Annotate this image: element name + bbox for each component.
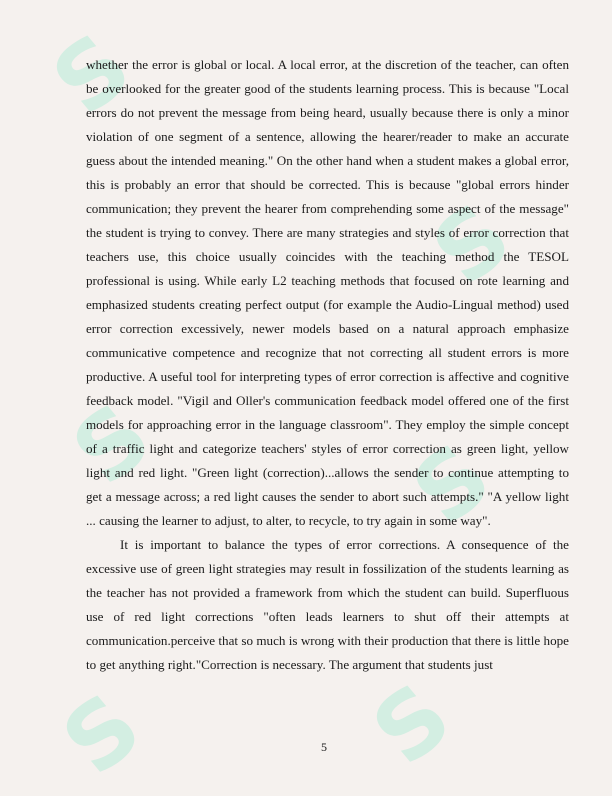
page-number: 5 — [321, 740, 327, 754]
watermark-glyph: S — [393, 423, 511, 546]
watermark-glyph: S — [53, 383, 171, 506]
paragraph-2: It is important to balance the types of error corrections. A consequence of the excessive use of green light strategies may result in fossilization of the students learning as the teacher has not provided a framework from which the student can build. Superfluous use of red light corrections "often leads learners to shut off their attempts at communication.perceive that so much is wrong with their production that there is little hope to get anything right."Correction is necessary. The argument that students just — [86, 537, 569, 672]
watermark-glyph: S — [33, 13, 151, 136]
watermark-glyph: S — [43, 673, 161, 796]
watermark-glyph: S — [353, 663, 471, 786]
document-body — [86, 53, 569, 677]
paragraph-1: whether the error is global or local. A local error, at the discretion of the teacher, can often be overlooked for the greater good of the students learning process. This is because "Local errors do not prevent the message from being heard, usually because there is only a minor violation of one segment of a sentence, allowing the hearer/reader to make an accurate guess about the intended meaning." On the other hand when a student makes a global error, this is probably an error that should be corrected. This is because "global errors hinder communication; they prevent the hearer from comprehending some aspect of the message" the student is trying to convey. There are many strategies and styles of error correction that teachers use, this choice usually coincides with the teaching method the TESOL professional is using. While early L2 teaching methods that focused on rote learning and emphasized students creating perfect output (for example the Audio-Lingual method) used error correction excessively, newer models based on a natural approach emphasize communicative competence and recognize that not correcting all student errors is more productive. A useful tool for interpreting types of error correction is affective and cognitive feedback model. "Vigil and Oller's communication feedback model offered one of the first models for approaching error in the language classroom". They employ the simple concept of a traffic light and categorize teachers' styles of error correction as green light, yellow light and red light. "Green light (correction)...allows the sender to continue attempting to get a message across; a red light causes the sender to abort such attempts." "A yellow light ... causing the learner to adjust, to alter, to recycle, to try again in some way". — [86, 57, 569, 528]
watermark-glyph: S — [413, 183, 531, 306]
